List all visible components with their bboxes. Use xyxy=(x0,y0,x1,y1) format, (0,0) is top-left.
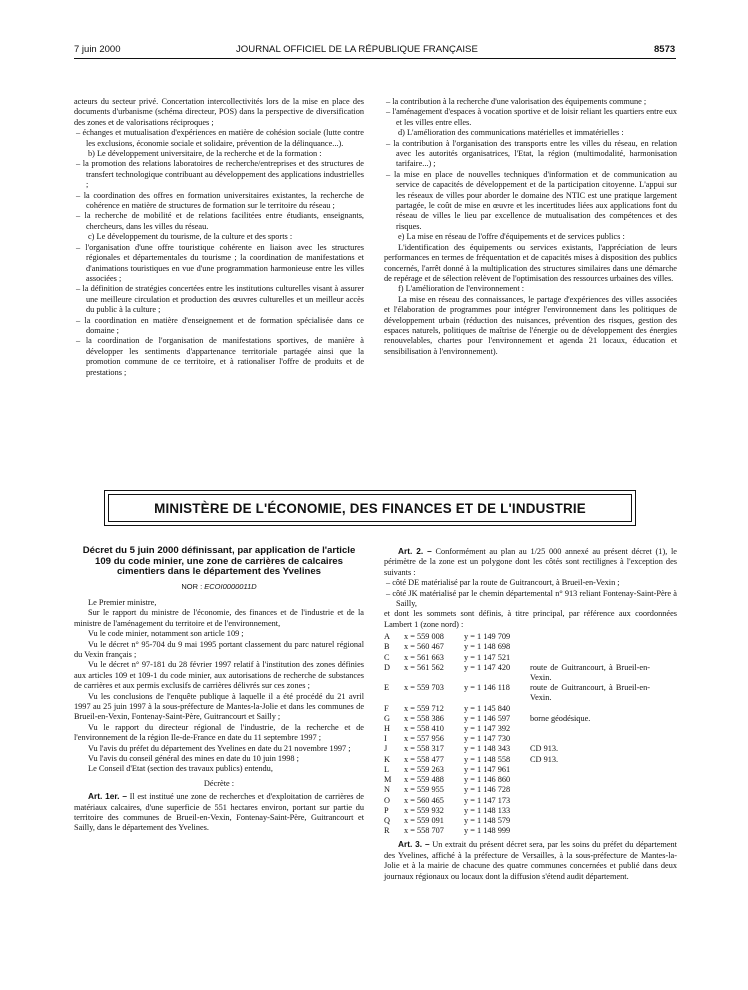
decree-title: Décret du 5 juin 2000 définissant, par application de l'article 109 du code minier, une zone de carrières de calcaires cimentiers dans le département des Yvelines xyxy=(82,545,356,577)
vertex-note: borne géodésique. xyxy=(530,713,591,723)
top-left-paragraph: – l'organisation d'une offre touristique cohérente en liaison avec les structures régionales et départementales du tourisme ; la coordination de manifestations et d'animations touristiques en vue d'une programmation harmonieuse entre les villes associées ; xyxy=(76,242,364,283)
vertex-y: y = 1 147 173 xyxy=(464,795,511,805)
vertex-x: x = 558 477 xyxy=(404,754,444,764)
top-right-column xyxy=(384,97,677,357)
vertex-row xyxy=(384,785,650,795)
vertex-x: x = 559 703 xyxy=(404,683,444,693)
nor-label: NOR : xyxy=(181,581,203,591)
decree-paragraph: Le Conseil d'Etat (section des travaux publics) entendu, xyxy=(88,764,273,774)
vertex-x: x = 559 263 xyxy=(404,764,444,774)
vertex-note xyxy=(530,806,650,816)
vertex-y: y = 1 148 558 xyxy=(464,754,511,764)
vertex-note xyxy=(530,826,650,836)
vertex-letter: P xyxy=(384,805,389,815)
vertex-y: y = 1 148 999 xyxy=(464,826,511,836)
vertex-y: y = 1 147 521 xyxy=(464,652,511,662)
nor-code: ECOI0000011D xyxy=(204,581,257,591)
top-left-paragraph: – échanges et mutualisation d'expériences en matière de cohésion sociale (lutte contre les exclusions, économie sociale et solidaire, prévention de la délinquance...). xyxy=(76,128,364,148)
vertex-y: y = 1 146 597 xyxy=(464,713,511,723)
vertex-letter: O xyxy=(384,795,390,805)
top-left-paragraph: – la coordination de l'organisation de manifestations sportives, de manière à développer les sentiments d'appartenance territoriale partagée ainsi que la promotion commune de ce territoire, et à rationaliser l'offre de produits et de prestations ; xyxy=(76,336,364,377)
vertex-x: x = 561 663 xyxy=(404,652,444,662)
vertex-note xyxy=(530,724,650,734)
top-right-paragraph: e) La mise en réseau de l'offre d'équipements et de services publics : xyxy=(398,232,625,242)
decree-paragraph: Vu les conclusions de l'enquête publique à laquelle il a été procédé du 21 avril 1997 au 25 juin 1997 à la sous-préfecture de Mantes-la-Jolie et dans les communes de Brueil-en-Vexin, Fontenay-Saint-Père, Guitrancourt et Sailly ; xyxy=(74,691,364,722)
top-right-paragraph: – la mise en place de nouvelles techniques d'information et de communication au service de capacités de développement et de la participation citoyenne. L'appui sur les réseaux de villes pour aborder le domaine des NTIC est une pratique largement partagée, le coût de mise en œuvre et les incertitudes liées aux applications font du réseau de villes le lieu par excellence de mutualisation des compétences et des risques. xyxy=(386,169,677,231)
vertex-note: CD 913. xyxy=(530,744,559,754)
vertex-row xyxy=(384,663,650,683)
vertex-row xyxy=(384,816,650,826)
top-left-paragraph: acteurs du secteur privé. Concertation intercollectivités lors de la mise en place des documents d'urbanisme (schéma directeur, POS) dans la perspective de diversification des zones et de valorisations réciproques ; xyxy=(74,97,364,127)
decree-paragraph: Vu le décret n° 95-704 du 9 mai 1995 portant classement du parc naturel régional du Vexin français ; xyxy=(74,639,364,659)
vertex-y: y = 1 147 730 xyxy=(464,734,511,744)
vertex-row xyxy=(384,775,650,785)
top-right-paragraph: f) L'amélioration de l'environnement : xyxy=(398,284,525,294)
vertex-x: x = 559 955 xyxy=(404,785,444,795)
top-right-paragraph: La mise en réseau des connaissances, le partage d'expériences des villes associées et l'élaboration de programmes pour intégrer l'environnement dans les politiques de développement urbain (réduction des nuisances, prévention des risques, gestion des espaces naturels, politiques de maîtrise de l'énergie ou de développement des énergies renouvelables, chartes pour l'environnement et agenda 21 locaux, éducation et sensibilisation à l'environnement). xyxy=(384,294,677,356)
vertex-x: x = 558 317 xyxy=(404,744,444,754)
vertex-letter: Q xyxy=(384,815,390,825)
vertex-y: y = 1 148 133 xyxy=(464,805,511,815)
vertex-row xyxy=(384,704,650,714)
article-2-after: et dont les sommets sont définis, à titre principal, par référence aux coordonnées Lambert 1 (zone nord) : xyxy=(384,609,677,629)
vertex-row xyxy=(384,714,650,724)
article-3-text: Un extrait du présent décret sera, par les soins du préfet du département des Yvelines, affiché à la préfecture de Versailles, à la sous-préfecture de Mantes-la-Jolie et à la mairie de chacune des quatre communes concernées et publié dans deux journaux régionaux ou locaux dont la diffusion s'étend audit département. xyxy=(384,840,677,881)
vertex-note: route de Guitrancourt, à Brueil-en-Vexin. xyxy=(530,683,650,703)
top-left-paragraph: – la recherche de mobilité et de relations facilitées entre étudiants, enseignants, chercheurs, dans les villes du réseau. xyxy=(76,211,364,231)
vertex-note xyxy=(530,765,650,775)
vertex-y: y = 1 146 728 xyxy=(464,785,511,795)
vertex-letter: R xyxy=(384,826,390,836)
vertex-note xyxy=(530,734,650,744)
vertex-note: route de Guitrancourt, à Brueil-en-Vexin. xyxy=(530,662,650,683)
decree-paragraph: Vu le décret n° 97-181 du 28 février 1997 relatif à l'institution des zones définies aux articles 109 et 109-1 du code minier, aux autorisations de recherche de substances de carrières et aux permis exclusifs de carrières délivrés sur ces zones ; xyxy=(74,660,364,691)
nor-reference xyxy=(74,582,364,592)
vertex-row xyxy=(384,734,650,744)
vertex-x: x = 558 410 xyxy=(404,724,444,734)
article-1-text: Il est institué une zone de recherches et d'exploitation de carrières de matériaux calcaires, d'une superficie de 551 hectares environ, portant sur partie du territoire des communes de Brueil-en-Vexin, Fontenay-Saint-Père, Guitrancourt et Sailly, dans le département des Yvelines. xyxy=(74,792,364,833)
vertex-letter: I xyxy=(384,734,387,744)
vertex-y: y = 1 146 118 xyxy=(464,683,510,693)
article-2-intro xyxy=(384,546,677,578)
decree-paragraph: Vu l'avis du conseil général des mines en date du 10 juin 1998 ; xyxy=(88,754,299,763)
vertex-row xyxy=(384,744,650,754)
top-left-paragraph: c) Le développement du tourisme, de la culture et des sports : xyxy=(88,232,293,242)
vertex-letter: H xyxy=(384,724,390,734)
vertex-row xyxy=(384,642,650,652)
vertex-table xyxy=(384,632,650,836)
header-date: 7 juin 2000 xyxy=(74,44,121,55)
vertex-y: y = 1 147 961 xyxy=(464,764,511,774)
vertex-row xyxy=(384,826,650,836)
vertex-letter: K xyxy=(384,754,390,764)
vertex-note xyxy=(530,642,650,652)
vertex-x: x = 559 932 xyxy=(404,805,444,815)
top-left-column xyxy=(74,97,364,378)
vertex-x: x = 557 956 xyxy=(404,734,444,744)
article-1 xyxy=(74,791,364,834)
vertex-x: x = 561 562 xyxy=(404,662,444,672)
top-left-paragraph: b) Le développement universitaire, de la recherche et de la formation : xyxy=(88,149,322,159)
vertex-row xyxy=(384,683,650,703)
vertex-y: y = 1 149 709 xyxy=(464,632,511,642)
decree-paragraphs xyxy=(74,598,364,775)
vertex-x: x = 559 712 xyxy=(404,703,444,713)
vertex-y: y = 1 148 579 xyxy=(464,815,511,825)
side-de: – côté DE matérialisé par la route de Guitrancourt, à Brueil-en-Vexin ; xyxy=(386,578,620,588)
side-jk: – côté JK matérialisé par le chemin départemental n° 913 reliant Fontenay-Saint-Père à Sailly, xyxy=(386,588,677,609)
ministry-banner xyxy=(104,490,636,526)
decree-paragraph: Vu le rapport du directeur régional de l'industrie, de la recherche et de l'environnement de la région Ile-de-France en date du 11 septembre 1997 ; xyxy=(74,722,364,743)
vertex-note xyxy=(530,796,650,806)
vertex-letter: G xyxy=(384,713,390,723)
vertex-y: y = 1 145 840 xyxy=(464,703,511,713)
vertex-note xyxy=(530,653,650,663)
top-right-paragraph: – l'aménagement d'espaces à vocation sportive et de loisir reliant les quartiers entre eux et les villes entre elles. xyxy=(386,107,677,127)
vertex-letter: N xyxy=(384,785,390,795)
vertex-note xyxy=(530,785,650,795)
vertex-y: y = 1 147 392 xyxy=(464,724,511,734)
vertex-row xyxy=(384,765,650,775)
top-left-paragraph: – la définition de stratégies concertées entre les institutions culturelles visant à assurer une meilleure circulation et production des œuvres culturelles et un meilleur accès du public à la culture ; xyxy=(76,284,364,315)
top-right-paragraph: – la contribution à l'organisation des transports entre les villes du réseau, en relation avec les autorités organisatrices, l'Etat, la région (multimodalité, harmonisation tarifaire...) ; xyxy=(386,138,677,169)
journal-title: JOURNAL OFFICIEL DE LA RÉPUBLIQUE FRANÇAISE xyxy=(236,44,478,55)
vertex-row xyxy=(384,796,650,806)
vertex-row xyxy=(384,724,650,734)
decree-paragraph: Vu le code minier, notamment son article 109 ; xyxy=(88,629,244,639)
vertex-x: x = 558 707 xyxy=(404,826,444,836)
vertex-note xyxy=(530,632,650,642)
article-1-label: Art. 1er. – xyxy=(88,791,127,802)
vertex-letter: C xyxy=(384,652,390,662)
vertex-row xyxy=(384,632,650,642)
vertex-letter: A xyxy=(384,632,390,642)
vertex-letter: J xyxy=(384,744,388,754)
vertex-x: x = 559 488 xyxy=(404,775,444,785)
decree-column xyxy=(74,546,364,834)
vertex-x: x = 559 008 xyxy=(404,632,444,642)
top-left-paragraph: – la promotion des relations laboratoires de recherche/entreprises et des structures de transfert technologique contribuant au développement des applications industrielles ; xyxy=(76,159,364,190)
vertex-letter: E xyxy=(384,683,390,693)
header-rule xyxy=(74,58,676,59)
article-2-intro-text: Conformément au plan au 1/25 000 annexé au présent décret (1), le périmètre de la zone est un polygone dont les côtés sont rectilignes à l'exception des suivants : xyxy=(384,547,677,577)
vertex-row xyxy=(384,653,650,663)
vertex-row xyxy=(384,755,650,765)
top-left-paragraph: – la coordination des offres en formation universitaires existantes, la recherche de cohérence en matière de structures de formation sur le territoire du réseau ; xyxy=(76,190,364,211)
decree-paragraph: Vu l'avis du préfet du département des Yvelines en date du 21 novembre 1997 ; xyxy=(88,743,351,753)
top-left-paragraph: – la coordination en matière d'enseignement et de formation spécialisée dans ce domaine ; xyxy=(76,315,364,335)
vertex-letter: D xyxy=(384,662,390,672)
decree-paragraph: Sur le rapport du ministre de l'économie, des finances et de l'industrie et de la ministre de l'aménagement du territoire et de l'environnement, xyxy=(74,608,364,628)
decrete-line: Décrète : xyxy=(203,778,235,788)
top-right-paragraph: L'identification des équipements ou services existants, l'appréciation de leurs performances en termes de fréquentation et de capacités mises à disposition des publics concernés, l'arrêt donné à la multiplication des structures similaires dans une démarche de repérage et de sélection relèvent de l'optimisation des ressources urbaines des villes. xyxy=(384,242,677,283)
vertex-note xyxy=(530,775,650,785)
article-3 xyxy=(384,839,677,882)
top-right-paragraph: – la contribution à la recherche d'une valorisation des équipements commune ; xyxy=(386,97,647,106)
vertex-note: CD 913. xyxy=(530,754,559,764)
vertex-y: y = 1 148 343 xyxy=(464,744,511,754)
article-2-label: Art. 2. – xyxy=(398,546,432,556)
ministry-title: MINISTÈRE DE L'ÉCONOMIE, DES FINANCES ET DE L'INDUSTRIE xyxy=(108,494,632,522)
vertex-note xyxy=(530,704,650,714)
vertex-letter: B xyxy=(384,642,390,652)
vertex-letter: F xyxy=(384,703,389,713)
vertex-x: x = 559 091 xyxy=(404,815,444,825)
decree-paragraph: Le Premier ministre, xyxy=(88,597,157,607)
vertex-y: y = 1 146 860 xyxy=(464,775,511,785)
article-3-label: Art. 3. – xyxy=(398,839,430,850)
vertex-x: x = 560 465 xyxy=(404,795,444,805)
vertex-letter: M xyxy=(384,775,392,785)
vertex-note xyxy=(530,816,650,826)
vertex-x: x = 558 386 xyxy=(404,713,444,723)
articles-column xyxy=(384,546,677,882)
vertex-letter: L xyxy=(384,764,390,774)
vertex-x: x = 560 467 xyxy=(404,642,444,652)
vertex-y: y = 1 147 420 xyxy=(464,662,511,672)
vertex-y: y = 1 148 698 xyxy=(464,642,511,652)
vertex-row xyxy=(384,806,650,816)
top-right-paragraph: d) L'amélioration des communications matérielles et immatérielles : xyxy=(398,128,624,138)
page-number: 8573 xyxy=(654,44,676,55)
